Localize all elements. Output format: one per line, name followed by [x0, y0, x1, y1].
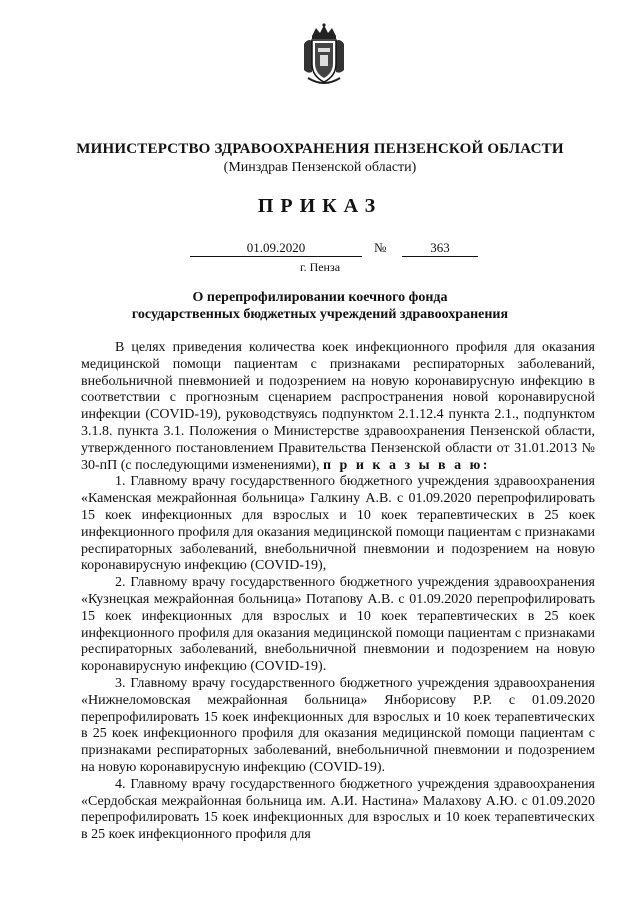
order-body — [81, 340, 595, 844]
order-item-2: 2. Главному врачу государственного бюджетного учреждения здравоохранения «Кузнецкая межрайонная больница» Потапову А.В. с 01.09.2020 перепрофилировать 15 коек инфекционных для взрослых и 10 коек терапевтических в 25 коек инфекционного профиля для оказания медицинской помощи пациентам с признаками респираторных заболеваний, внебольничной пневмонии и подозрением на новую коронавирусную инфекцию (COVID-19). — [81, 575, 595, 675]
order-number: 363 — [402, 240, 478, 257]
coat-of-arms-emblem — [298, 22, 350, 86]
preamble-text: В целях приведения количества коек инфекционного профиля для оказания медицинской помощи пациентам с признаками респираторных заболеваний, внебольничной пневмонией и подозрением на новую коронавирусную инфекцию в соответствии с прогнозным сценарием распространения новой коронавирусной инфекции (COVID-19), руководствуясь подпунктом 2.1.12.4 пункта 2.1., подпунктом 3.1.8. пункта 3.1. Положения о Министерстве здравоохранения Пензенской области, утвержденного постановлением Правительства Пензенской области от 31.01.2013 № 30-пП (с последующими изменениями), — [81, 340, 595, 473]
ministry-name: МИНИСТЕРСТВО ЗДРАВООХРАНЕНИЯ ПЕНЗЕНСКОЙ ОБЛАСТИ — [76, 141, 564, 157]
heading-line-1: О перепрофилировании коечного фонда — [192, 290, 448, 305]
heading-line-2: государственных бюджетных учреждений здравоохранения — [131, 307, 509, 322]
order-heading — [0, 289, 640, 323]
order-word: п р и к а з ы в а ю: — [322, 457, 490, 473]
ministry-short-name: (Минздрав Пензенской области) — [223, 160, 417, 175]
order-date: 01.09.2020 — [190, 240, 362, 257]
order-item-3: 3. Главному врачу государственного бюджетного учреждения здравоохранения «Нижнеломовская межрайонная больница» Янборисову Р.Р. с 01.09.2020 перепрофилировать 15 коек инфекционных для взрослых и 10 коек терапевтических в 25 коек инфекционного профиля для оказания медицинской помощи пациентам с признаками респираторных заболеваний, внебольничной пневмонии и подозрением на новую коронавирусную инфекцию (COVID-19). — [81, 675, 595, 775]
issue-city: г. Пенза — [300, 260, 341, 274]
order-item-4: 4. Главному врачу государственного бюджетного учреждения здравоохранения «Сердобская межрайонная больница им. А.И. Настина» Малахову А.Ю. с 01.09.2020 перепрофилировать 15 коек инфекционных для взрослых и 10 коек терапевтических в 25 коек инфекционного профиля для — [81, 776, 595, 843]
document-type-title: ПРИКАЗ — [257, 195, 383, 217]
order-item-1: 1. Главному врачу государственного бюджетного учреждения здравоохранения «Каменская межрайонная больница» Галкину А.В. с 01.09.2020 перепрофилировать 15 коек инфекционных для взрослых и 10 коек терапевтических в 25 коек инфекционного профиля для оказания медицинской помощи пациентам с признаками респираторных заболеваний, внебольничной пневмонии и подозрением на новую коронавирусную инфекцию (COVID-19), — [81, 474, 595, 574]
preamble-paragraph — [81, 340, 595, 474]
number-sign: № — [374, 240, 387, 255]
